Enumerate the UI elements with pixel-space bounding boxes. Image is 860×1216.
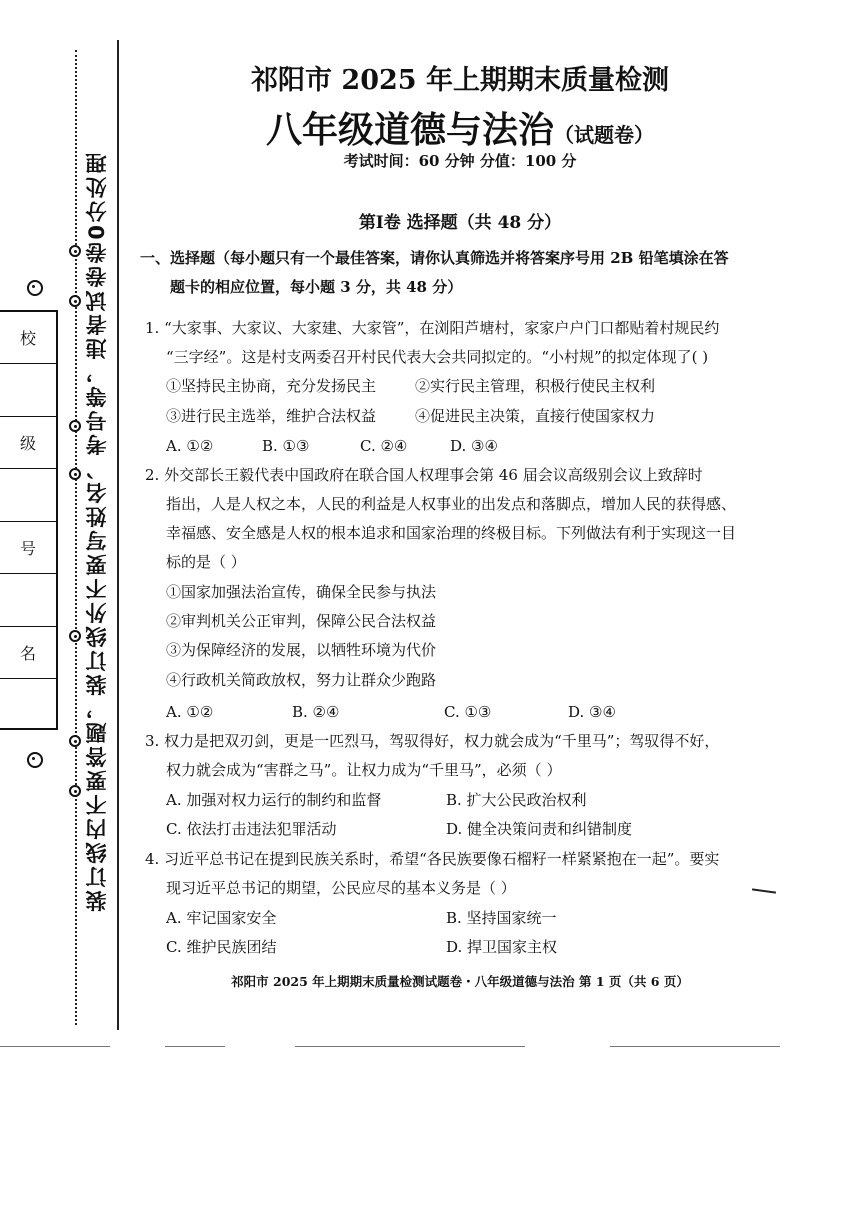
q4-stem-line2: 现习近平总书记的期望，公民应尽的基本义务是（ ） <box>166 879 516 897</box>
binding-solid-line <box>117 40 119 1030</box>
q1-choice-a: A. ①② <box>166 437 214 455</box>
q3-choice-b: B. 扩大公民政治权利 <box>446 791 587 809</box>
q3-stem-line2: 权力就会成为“害群之马”。让权力成为“千里马”，必须（ ） <box>166 761 562 779</box>
binding-hole <box>69 420 81 432</box>
punch-hole-bottom <box>27 752 43 768</box>
subject-name: 八年级道德与法治 <box>265 109 554 151</box>
binding-hole <box>69 245 81 257</box>
q4-choice-b: B. 坚持国家统一 <box>446 909 557 927</box>
student-info-box <box>0 310 58 730</box>
page-footer: 祁阳市 2025 年上期期末质量检测试题卷・八年级道德与法治 第 1 页（共 6 页） <box>231 974 689 989</box>
q2-stem-line4: 标的是（ ） <box>166 553 246 571</box>
q2-choice-c: C. ①③ <box>444 703 492 721</box>
q1-option-3: ③进行民主选举，维护合法权益 <box>166 407 377 425</box>
class-label: 级 <box>0 417 56 469</box>
q3-choice-a: A. 加强对权力运行的制约和监督 <box>166 791 382 809</box>
scan-edge-line <box>610 1046 780 1047</box>
q1-stem-line1: 1. “大家事、大家议、大家建、大家管”，在浏阳芦塘村，家家户户门口都贴着村规民约 <box>145 319 720 337</box>
pen-mark <box>752 888 776 893</box>
q1-option-2: ②实行民主管理，积极行使民主权利 <box>415 377 656 395</box>
q1-choice-c: C. ②④ <box>360 437 408 455</box>
section-instruction-1: 一、选择题（每小题只有一个最佳答案，请你认真筛选并将答案序号用 2B 铅笔填涂在答 <box>140 249 729 267</box>
punch-hole-top <box>27 280 43 296</box>
q1-choice-d: D. ③④ <box>450 437 498 455</box>
scan-edge-line <box>295 1046 525 1047</box>
q2-choice-b: B. ②④ <box>292 703 340 721</box>
school-blank <box>0 364 56 417</box>
q1-stem-line2: “三字经”。这是村支两委召开村民代表大会共同拟定的。“小村规”的拟定体现了( ) <box>166 348 709 366</box>
binding-hole <box>69 785 81 797</box>
subject-suffix: （试题卷） <box>554 123 654 147</box>
scan-edge-line <box>0 1046 110 1047</box>
binding-instruction: 装订线内不要答题，装订线外不要写姓名、考号等，违者试卷卷0分处理 <box>85 150 109 912</box>
number-label: 号 <box>0 522 56 574</box>
q2-option-1: ①国家加强法治宣传，确保全民参与执法 <box>166 583 437 601</box>
binding-hole <box>69 735 81 747</box>
q2-option-2: ②审判机关公正审判，保障公民合法权益 <box>166 612 437 630</box>
exam-info: 考试时间：60 分钟 分值：100 分 <box>343 152 577 170</box>
binding-hole <box>69 295 81 307</box>
q2-option-3: ③为保障经济的发展，以牺牲环境为代价 <box>166 641 437 659</box>
binding-dotted-line <box>75 50 77 1025</box>
q2-option-4: ④行政机关简政放权，努力让群众少跑路 <box>166 671 437 689</box>
binding-hole <box>69 468 81 480</box>
subject-title <box>150 102 770 153</box>
scan-edge-line <box>165 1046 225 1047</box>
q3-stem-line1: 3. 权力是把双刃剑，更是一匹烈马，驾驭得好，权力就会成为“千里马”；驾驭得不好， <box>145 732 720 750</box>
q2-choice-d: D. ③④ <box>568 703 616 721</box>
q1-choice-b: B. ①③ <box>262 437 310 455</box>
q4-stem-line1: 4. 习近平总书记在提到民族关系时，希望“各民族要像石榴籽一样紧紧抱在一起”。要实 <box>145 850 720 868</box>
q1-option-1: ①坚持民主协商，充分发扬民主 <box>166 377 377 395</box>
q2-choice-a: A. ①② <box>166 703 214 721</box>
q3-choice-d: D. 健全决策问责和纠错制度 <box>446 820 633 838</box>
name-label: 名 <box>0 627 56 679</box>
class-blank <box>0 469 56 522</box>
section-title: 第Ⅰ卷 选择题（共 48 分） <box>358 213 562 233</box>
q2-stem-line2: 指出，人是人权之本，人民的利益是人权事业的出发点和落脚点，增加人民的获得感、 <box>166 495 737 513</box>
q3-choice-c: C. 依法打击违法犯罪活动 <box>166 820 337 838</box>
binding-hole <box>69 630 81 642</box>
q2-stem-line1: 2. 外交部长王毅代表中国政府在联合国人权理事会第 46 届会议高级别会议上致辞时 <box>145 466 703 484</box>
exam-title: 祁阳市 2025 年上期期末质量检测 <box>251 65 669 96</box>
number-blank <box>0 574 56 627</box>
q4-choice-a: A. 牢记国家安全 <box>166 909 277 927</box>
name-blank <box>0 679 56 731</box>
q4-choice-d: D. 捍卫国家主权 <box>446 938 558 956</box>
q4-choice-c: C. 维护民族团结 <box>166 938 277 956</box>
q1-option-4: ④促进民主决策，直接行使国家权力 <box>415 407 656 425</box>
school-label: 校 <box>0 312 56 364</box>
q2-stem-line3: 幸福感、安全感是人权的根本追求和国家治理的终极目标。下列做法有利于实现这一目 <box>166 524 737 542</box>
section-instruction-2: 题卡的相应位置，每小题 3 分，共 48 分） <box>170 278 463 296</box>
